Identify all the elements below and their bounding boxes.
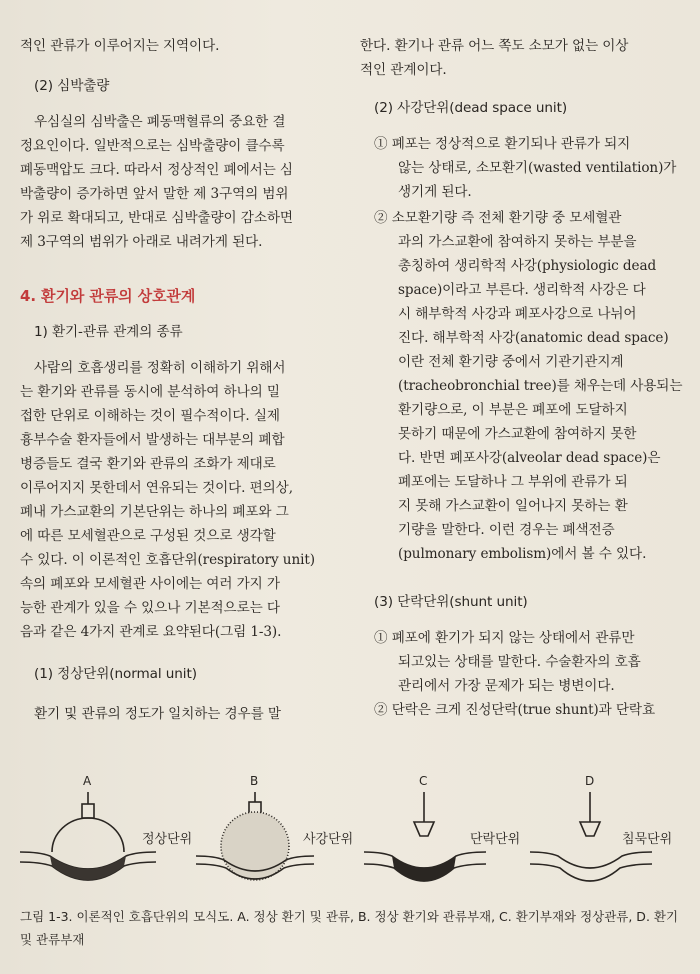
dead-space-unit-diagram	[196, 792, 314, 880]
normal-unit-diagram	[20, 792, 156, 880]
text-line: 환기 및 관류의 정도가 일치하는 경우를 말	[34, 706, 281, 722]
text-line: 박출량이 증가하면 앞서 말한 제 3구역의 범위	[20, 186, 289, 202]
text-line: 폐동맥압도 크다. 따라서 정상적인 폐에서는 심	[20, 162, 293, 178]
figure-caption: 그림 1-3. 이론적인 호흡단위의 모식도. A. 정상 환기 및 관류, B. 정상 환기와 관류부재, C. 환기부재와 정상관류, D. 환기 및 관류부재	[20, 909, 679, 947]
shunt-unit-diagram	[364, 792, 486, 881]
text-line: 사람의 호흡생리를 정확히 이해하기 위해서	[34, 360, 286, 376]
list-item: ② 소모환기량 즉 전체 환기량 중 모세혈관	[374, 210, 622, 226]
text-line: 에 따른 모세혈관으로 구성된 것으로 생각할	[20, 528, 276, 544]
text-line: 능한 관계가 있을 수 있으나 기본적으로는 다	[20, 600, 280, 616]
text-line: 우심실의 심박출은 폐동맥혈류의 중요한 결	[34, 114, 286, 130]
text-line: 음과 같은 4가지 관계로 요약된다(그림 1-3).	[20, 624, 282, 640]
text-line: 시 해부학적 사강과 폐포사강으로 나뉘어	[398, 306, 637, 322]
text-line: 적인 관류가 이루어지는 지역이다.	[20, 38, 220, 54]
text-line: space)이라고 부른다. 생리학적 사강은 다	[398, 282, 646, 298]
text-line: 다. 반면 폐포사강(alveolar dead space)은	[398, 450, 661, 466]
text-line: 폐포에는 도달하나 그 부위에 관류가 되	[398, 474, 628, 490]
subsection-heading: (3) 단락단위(shunt unit)	[374, 594, 528, 610]
list-item: ② 단락은 크게 진성단락(true shunt)과 단락효	[374, 702, 655, 718]
text-line: 이란 전체 환기량 중에서 기관기관지계	[398, 354, 624, 370]
figure-letter-d: D	[585, 774, 595, 788]
figure-label-normal: 정상단위	[142, 832, 193, 847]
text-line: 환기량으로, 이 부분은 폐포에 도달하지	[398, 402, 628, 418]
text-line: (tracheobronchial tree)를 채우는데 사용되는	[398, 378, 683, 394]
section-heading: 4. 환기와 관류의 상호관계	[20, 287, 196, 305]
text-line: 생기게 된다.	[398, 184, 472, 200]
text-line: 적인 관계이다.	[360, 62, 447, 78]
text-line: 지 못해 가스교환이 일어나지 못하는 환	[398, 498, 628, 514]
figure-letter-c: C	[419, 774, 428, 788]
text-line: 흉부수술 환자들에서 발생하는 대부분의 폐합	[20, 432, 285, 448]
text-line: 속의 폐포와 모세혈관 사이에는 여러 가지 가	[20, 576, 280, 592]
figure-letter-b: B	[250, 774, 259, 788]
figure-label-shunt: 단락단위	[470, 832, 521, 847]
text-line: 이루어지지 못한데서 연유되는 것이다. 편의상,	[20, 480, 293, 496]
text-line: 폐내 가스교환의 기본단위는 하나의 폐포와 그	[20, 504, 289, 520]
subsection-heading: (2) 심박출량	[34, 78, 110, 94]
text-line: 접한 단위로 이해하는 것이 필수적이다. 실제	[20, 408, 280, 424]
figure-letter-a: A	[83, 774, 92, 788]
text-line: 되고있는 상태를 말한다. 수술환자의 호흡	[398, 654, 641, 670]
text-line: 정요인이다. 일반적으로는 심박출량이 클수록	[20, 138, 285, 154]
text-line: 않는 상태로, 소모환기(wasted ventilation)가	[398, 160, 677, 176]
text-line: 총칭하여 생리학적 사강(physiologic dead	[398, 258, 657, 274]
text-line: 못하기 때문에 가스교환에 참여하지 못한	[398, 426, 637, 442]
text-line: 관리에서 가장 문제가 되는 병변이다.	[398, 678, 615, 694]
text-line: 는 환기와 관류를 동시에 분석하여 하나의 밀	[20, 384, 280, 400]
list-item: ① 폐포는 정상적으로 환기되나 관류가 되지	[374, 136, 631, 152]
text-line: 진다. 해부학적 사강(anatomic dead space)	[398, 330, 669, 346]
text-line: 가 위로 확대되고, 반대로 심박출량이 감소하면	[20, 210, 293, 226]
text-line: 기량을 말한다. 이런 경우는 폐색전증	[398, 522, 615, 538]
text-line: 제 3구역의 범위가 아래로 내려가게 된다.	[20, 234, 263, 250]
figure-label-silent: 침묵단위	[622, 832, 673, 847]
text-line: (pulmonary embolism)에서 볼 수 있다.	[398, 546, 647, 562]
subsection-heading: 1) 환기-관류 관계의 종류	[34, 324, 183, 340]
text-line: 병증들도 결국 환기와 관류의 조화가 제대로	[20, 456, 276, 472]
figure-label-dead-space: 사강단위	[303, 832, 354, 847]
text-line: 과의 가스교환에 참여하지 못하는 부분을	[398, 234, 637, 250]
subsection-heading: (1) 정상단위(normal unit)	[34, 666, 197, 682]
text-line: 한다. 환기나 관류 어느 쪽도 소모가 없는 이상	[360, 38, 629, 54]
list-item: ① 폐포에 환기가 되지 않는 상태에서 관류만	[374, 630, 635, 646]
text-line: 수 있다. 이 이론적인 호흡단위(respiratory unit)	[20, 552, 315, 568]
subsection-heading: (2) 사강단위(dead space unit)	[374, 100, 568, 116]
